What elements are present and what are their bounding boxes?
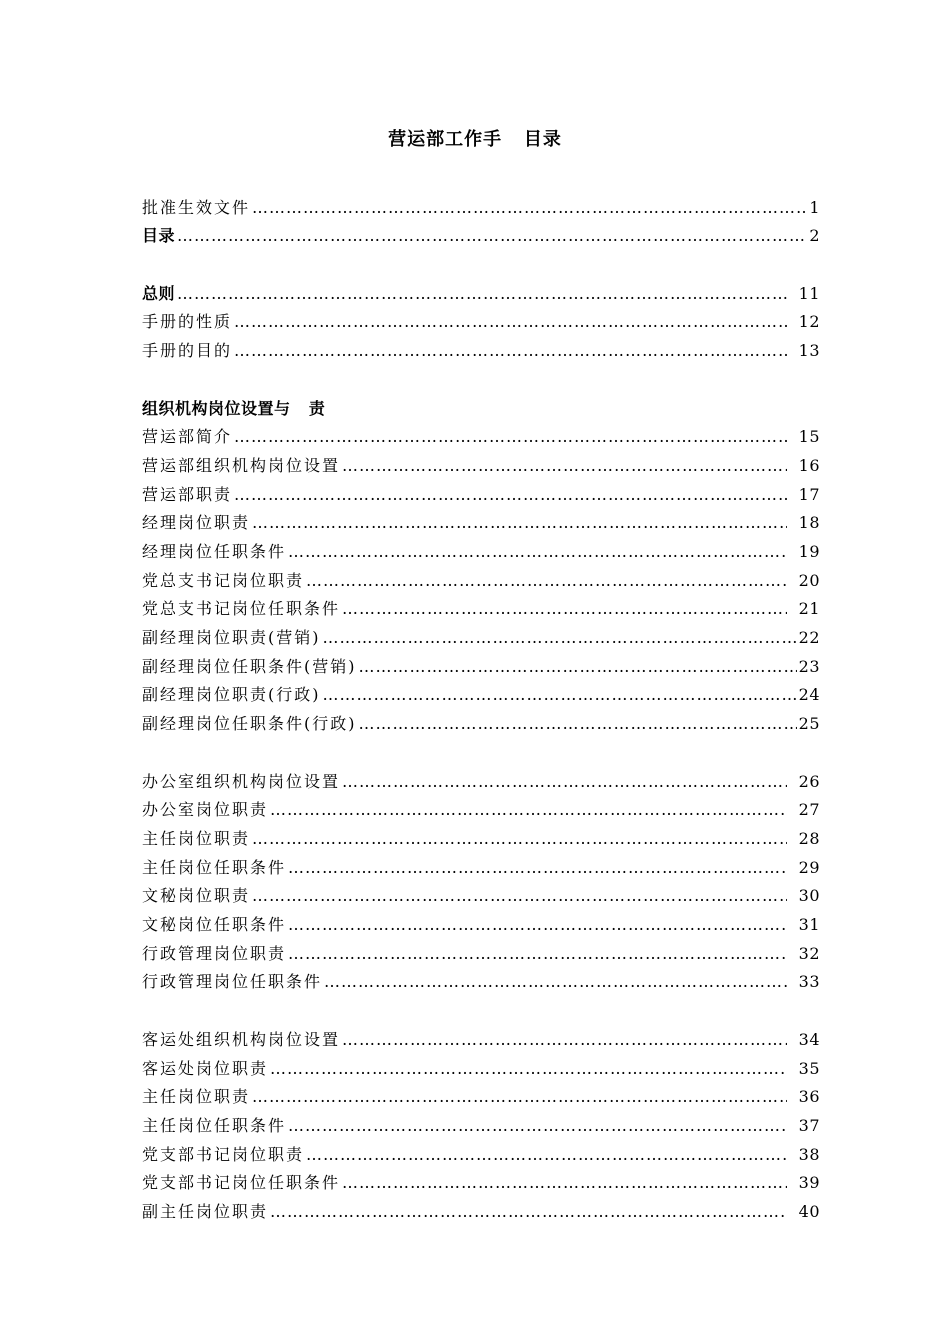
toc-dot-leader [342, 454, 787, 478]
toc-entry-label: 党总支书记岗位任职条件 [142, 599, 341, 618]
toc-entry-label: 目录 [142, 226, 176, 245]
toc-entry[interactable] [142, 712, 820, 736]
toc-dot-leader [252, 884, 787, 908]
toc-page-number: 12 [798, 312, 820, 331]
toc-dot-leader [252, 1085, 787, 1109]
toc-dot-leader [288, 856, 787, 880]
toc-dot-leader [359, 712, 797, 736]
toc-entry-label: 行政管理岗位职责 [142, 944, 287, 963]
toc-page-number: 20 [798, 571, 820, 590]
toc-entry-label: 主任岗位职责 [142, 829, 251, 848]
toc-entry[interactable] [142, 425, 820, 449]
toc-entry-label: 办公室岗位职责 [142, 800, 269, 819]
toc-entry-label: 办公室组织机构岗位设置 [142, 772, 341, 791]
toc-entry[interactable] [142, 1028, 820, 1052]
toc-dot-leader [234, 339, 787, 363]
toc-entry[interactable] [142, 856, 820, 880]
toc-dot-leader [177, 282, 787, 306]
toc-dot-leader [342, 1171, 787, 1195]
toc-dot-leader [288, 1114, 787, 1138]
toc-entry-label: 经理岗位任职条件 [142, 542, 287, 561]
toc-dot-leader [342, 597, 787, 621]
toc-dot-leader [270, 1200, 787, 1224]
toc-entry-label: 文秘岗位职责 [142, 886, 251, 905]
toc-entry[interactable] [142, 827, 820, 851]
toc-dot-leader [323, 683, 797, 707]
toc-page-number: 17 [798, 485, 820, 504]
toc-dot-leader [270, 1057, 787, 1081]
toc-page-number: 15 [798, 427, 820, 446]
toc-entry[interactable] [142, 655, 820, 679]
toc-page-number: 40 [798, 1202, 820, 1221]
toc-dot-leader [359, 655, 797, 679]
toc-page-number: 38 [798, 1145, 820, 1164]
toc-entry[interactable] [142, 282, 820, 306]
toc-dot-leader [324, 970, 787, 994]
toc-page-number: 30 [798, 886, 820, 905]
toc-page-number: 33 [798, 972, 820, 991]
toc-page-number: 31 [798, 915, 820, 934]
toc-entry-label: 手册的目的 [142, 341, 233, 360]
toc-page-number: 32 [798, 944, 820, 963]
toc-entry[interactable] [142, 1114, 820, 1138]
toc-entry[interactable] [142, 942, 820, 966]
toc-entry[interactable] [142, 1171, 820, 1195]
toc-page-number: 22 [798, 628, 820, 647]
toc-page-number: 23 [798, 657, 820, 676]
toc-entry-label: 经理岗位职责 [142, 513, 251, 532]
toc-entry-label: 营运部职责 [142, 485, 233, 504]
toc-entry-label: 党总支书记岗位职责 [142, 571, 305, 590]
toc-dot-leader [342, 770, 787, 794]
toc-dot-leader [342, 1028, 787, 1052]
toc-page-number: 24 [798, 685, 820, 704]
toc-page-number: 28 [798, 829, 820, 848]
toc-dot-leader [234, 310, 787, 334]
toc-entry[interactable] [142, 511, 820, 535]
toc-dot-leader [288, 913, 787, 937]
toc-dot-leader [234, 425, 787, 449]
toc-entry-label: 副主任岗位职责 [142, 1202, 269, 1221]
toc-page-number: 26 [798, 772, 820, 791]
toc-entry-label: 客运处岗位职责 [142, 1059, 269, 1078]
toc-entry[interactable] [142, 626, 820, 650]
toc-entry-label: 主任岗位任职条件 [142, 1116, 287, 1135]
toc-entry[interactable] [142, 970, 820, 994]
toc-entry-label: 客运处组织机构岗位设置 [142, 1030, 341, 1049]
toc-entry[interactable] [142, 483, 820, 507]
toc-entry[interactable] [142, 310, 820, 334]
toc-entry[interactable] [142, 1143, 820, 1167]
toc-entry[interactable] [142, 224, 820, 248]
toc-page-number: 21 [798, 599, 820, 618]
toc-page-number: 29 [798, 858, 820, 877]
toc-page-number: 13 [798, 341, 820, 360]
toc-dot-leader [323, 626, 797, 650]
toc-entry-label: 行政管理岗位任职条件 [142, 972, 323, 991]
toc-page-number: 16 [798, 456, 820, 475]
toc-dot-leader [288, 540, 787, 564]
toc-entry[interactable] [142, 597, 820, 621]
toc-page-number: 25 [798, 714, 820, 733]
toc-entry-label: 营运部组织机构岗位设置 [142, 456, 341, 475]
section-heading: 组织机构岗位设置与 责 [142, 399, 326, 418]
toc-page-number: 19 [798, 542, 820, 561]
toc-entry[interactable] [142, 540, 820, 564]
toc-entry-label: 副经理岗位任职条件(营销) [142, 657, 357, 676]
toc-entry[interactable] [142, 884, 820, 908]
toc-dot-leader [306, 569, 787, 593]
toc-entry[interactable] [142, 1200, 820, 1224]
toc-dot-leader [270, 798, 787, 822]
toc-dot-leader [234, 483, 787, 507]
toc-entry-label: 党支部书记岗位任职条件 [142, 1173, 341, 1192]
toc-entry-label: 副经理岗位任职条件(行政) [142, 714, 357, 733]
toc-page-number: 11 [798, 284, 820, 303]
toc-entry-label: 总则 [142, 284, 176, 303]
toc-entry-label: 党支部书记岗位职责 [142, 1145, 305, 1164]
toc-entry-label: 批准生效文件 [142, 198, 251, 217]
toc-entry-label: 文秘岗位任职条件 [142, 915, 287, 934]
toc-page-number: 36 [798, 1087, 820, 1106]
toc-dot-leader [306, 1143, 787, 1167]
toc-entry[interactable] [142, 569, 820, 593]
toc-page-number: 27 [798, 800, 820, 819]
toc-entry[interactable] [142, 683, 820, 707]
toc-dot-leader [288, 942, 787, 966]
toc-page-number: 34 [798, 1030, 820, 1049]
toc-entry-label: 主任岗位任职条件 [142, 858, 287, 877]
toc-page-number: 18 [798, 513, 820, 532]
toc-dot-leader [252, 511, 787, 535]
toc-page-number: 2 [809, 226, 820, 245]
toc-entry[interactable] [142, 454, 820, 478]
toc-entry-label: 主任岗位职责 [142, 1087, 251, 1106]
toc-entry[interactable] [142, 770, 820, 794]
toc-entry[interactable] [142, 1057, 820, 1081]
toc-page-number: 35 [798, 1059, 820, 1078]
toc-dot-leader [252, 827, 787, 851]
toc-entry[interactable] [142, 196, 820, 220]
toc-page-number: 39 [798, 1173, 820, 1192]
toc-dot-leader [252, 196, 807, 220]
toc-entry-label: 手册的性质 [142, 312, 233, 331]
page-title: 营运部工作手 目录 [388, 129, 562, 150]
toc-entry[interactable] [142, 913, 820, 937]
toc-entry-label: 副经理岗位职责(营销) [142, 628, 321, 647]
toc-page-number: 37 [798, 1116, 820, 1135]
toc-entry[interactable] [142, 1085, 820, 1109]
toc-entry[interactable] [142, 339, 820, 363]
toc-entry[interactable] [142, 798, 820, 822]
toc-entry-label: 副经理岗位职责(行政) [142, 685, 321, 704]
toc-entry-label: 营运部简介 [142, 427, 233, 446]
toc-dot-leader [177, 224, 807, 248]
toc-page-number: 1 [809, 198, 820, 217]
